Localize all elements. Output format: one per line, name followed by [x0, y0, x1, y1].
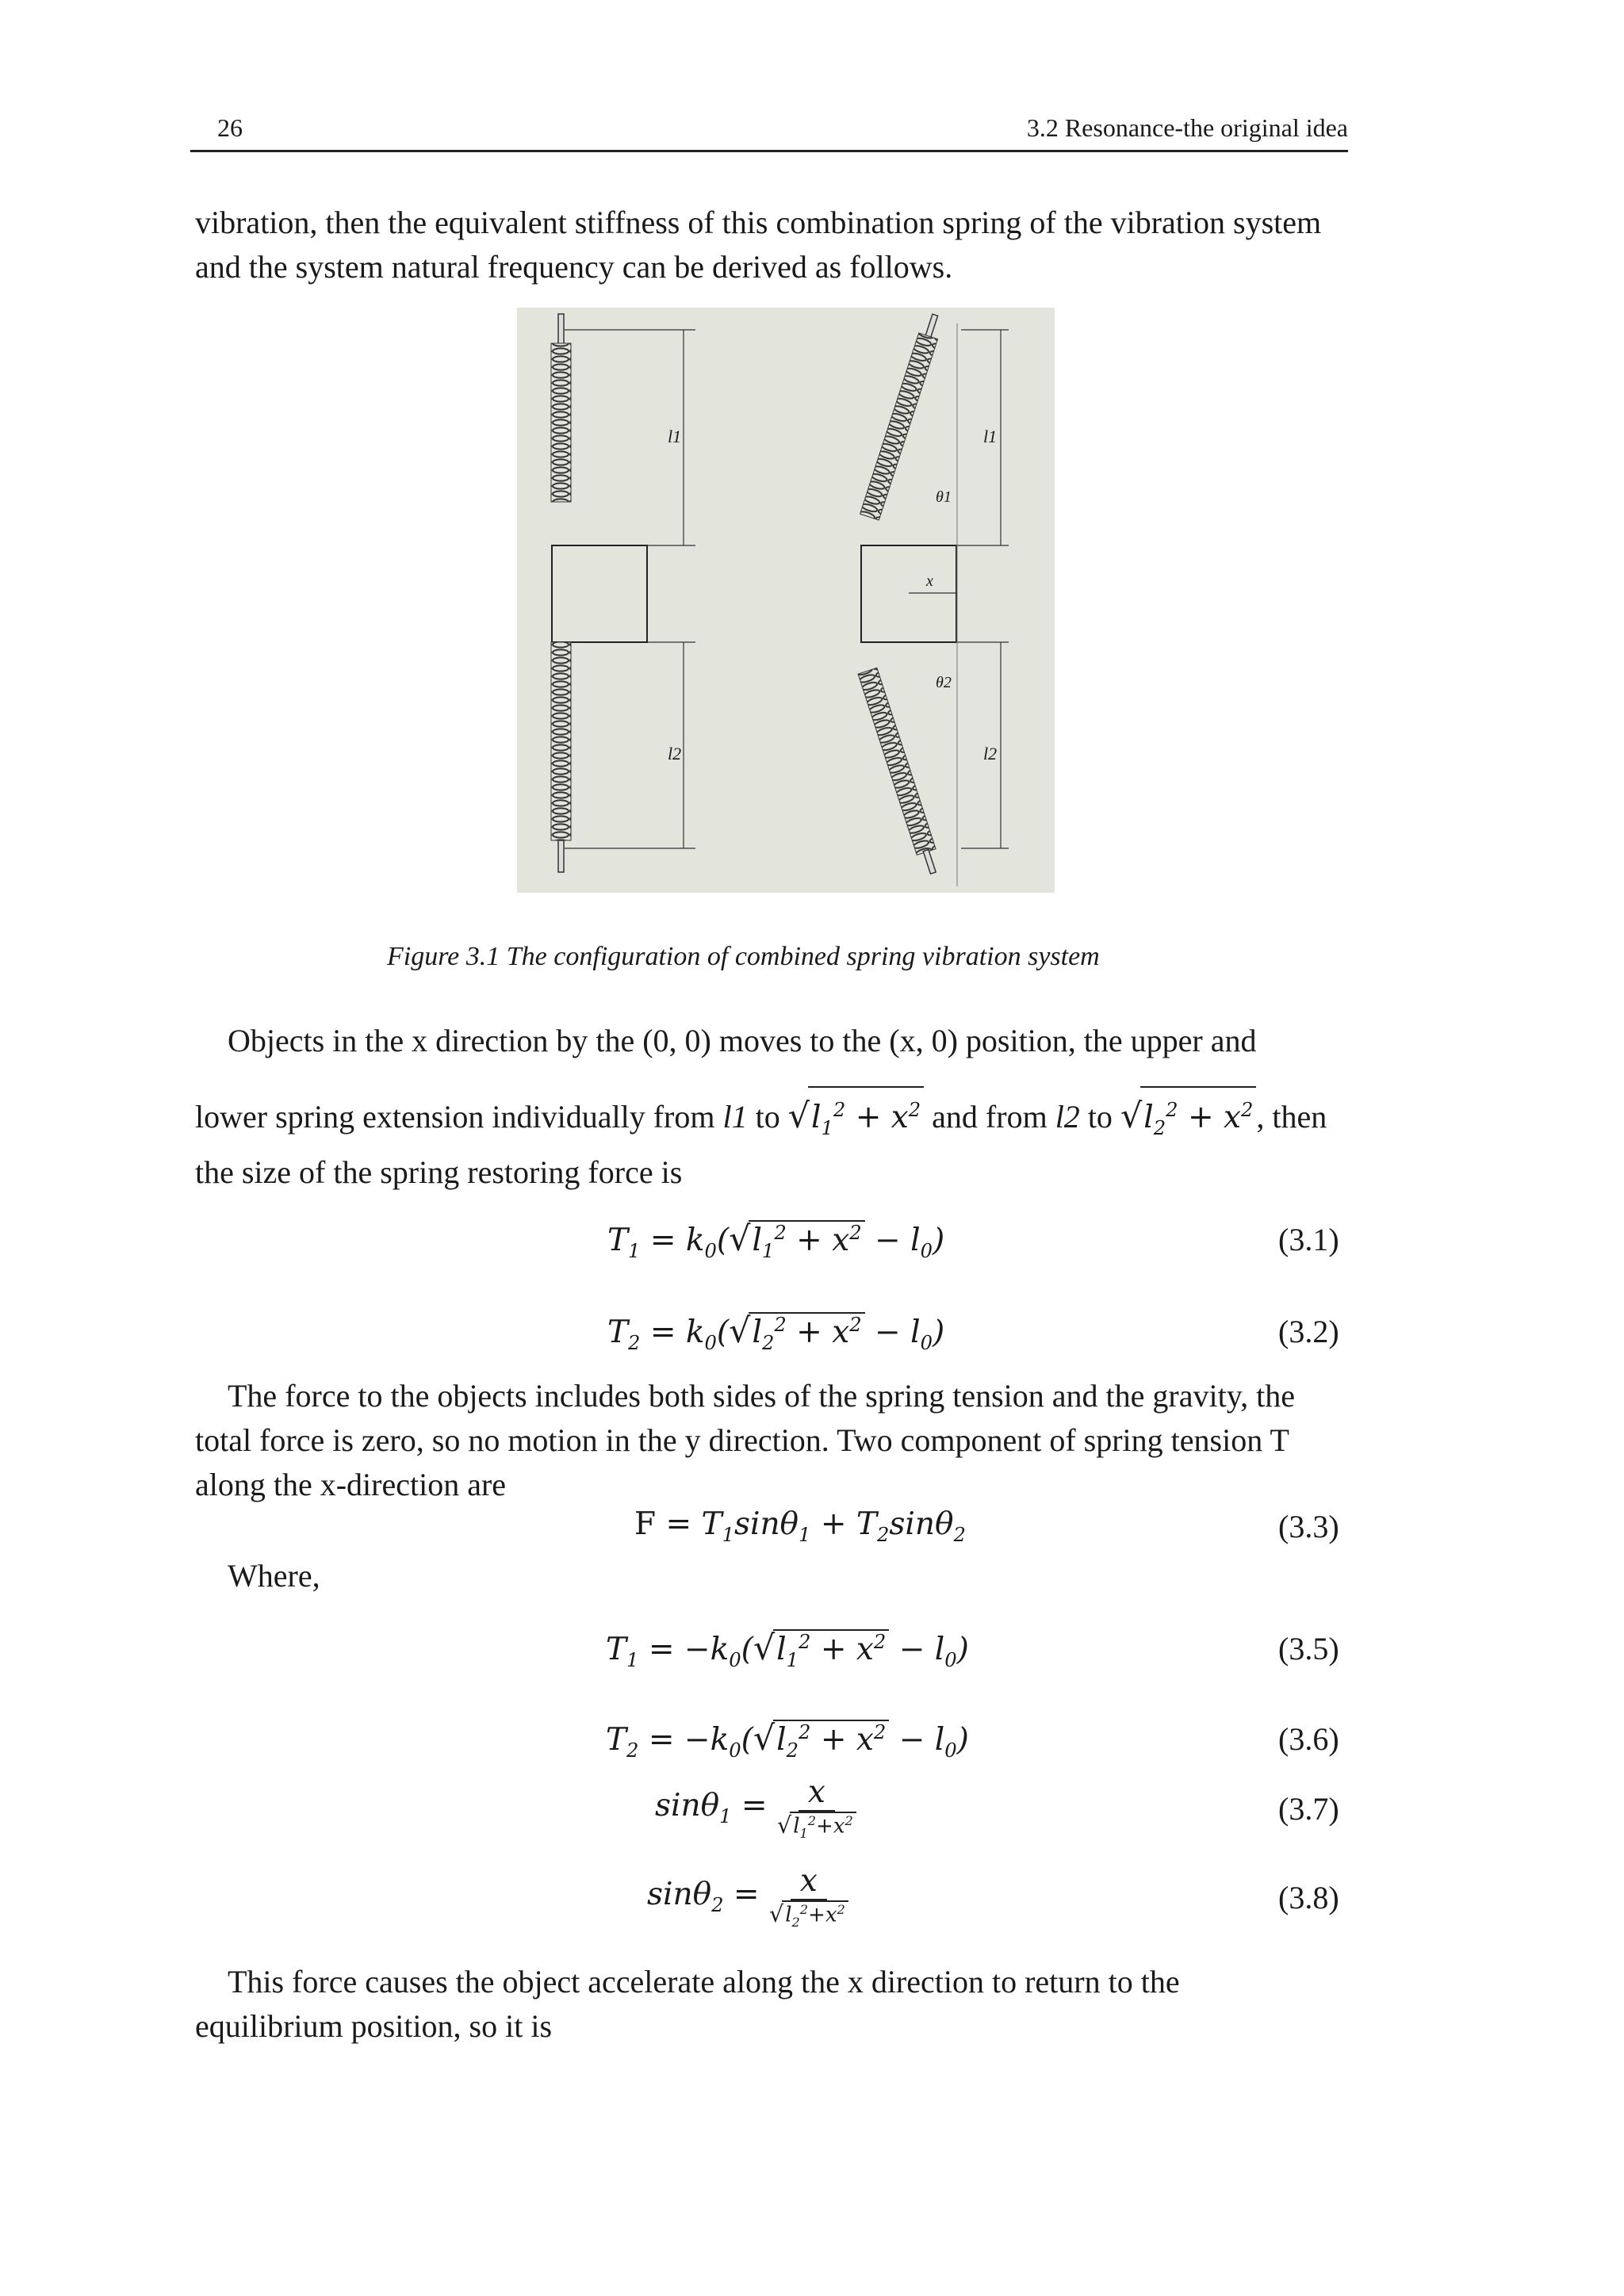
- sqrt-l1-x: $√l_1^2 + x^2$: [788, 1100, 924, 1135]
- equation-3-6: $T_2 = -k_0(√l_2^2 + x^2 - l_0)$: [606, 1719, 969, 1762]
- figure-caption: Figure 3.1 The configuration of combined spring vibration system: [387, 942, 1100, 971]
- label-l1-left: l1: [668, 427, 682, 446]
- para2-line-2: total force is zero, so no motion in the y direction. Two component of spring tension T: [195, 1422, 1289, 1458]
- para3-line-2: equilibrium position, so it is: [195, 2008, 553, 2044]
- spring-diagram: [517, 308, 1055, 893]
- sqrt-l2-x: $√l_2^2 + x^2$: [1120, 1100, 1256, 1135]
- eq-label-3-3: (3.3): [1278, 1509, 1339, 1544]
- label-theta1: θ1: [936, 488, 952, 506]
- page-header: [190, 113, 1348, 152]
- para2-line-3: along the x-direction are: [195, 1467, 507, 1502]
- label-l2-left: l2: [668, 744, 682, 763]
- equation-3-8: sinθ$_2$ = $\frac{x}{√l_2^2+x^2}$: [647, 1863, 848, 1930]
- eq-label-3-1: (3.1): [1278, 1222, 1339, 1257]
- para3-line-1: This force causes the object accelerate along the x direction to return to the: [228, 1964, 1180, 1999]
- eq-label-3-5: (3.5): [1278, 1631, 1339, 1667]
- equation-3-1: $T_1 = k_0(√l_1^2 + x^2 - l_0)$: [607, 1219, 945, 1262]
- equation-3-3: $F = T_1\sin\theta_1 + T_2\sin\theta_2$: [634, 1506, 966, 1546]
- intro-line-2: and the system natural frequency can be derived as follows.: [195, 249, 953, 285]
- label-l1-right: l1: [983, 427, 998, 446]
- eq-label-3-7: (3.7): [1278, 1791, 1339, 1827]
- page-number: 26: [217, 113, 243, 142]
- eq-label-3-8: (3.8): [1278, 1880, 1339, 1915]
- eq-label-3-2: (3.2): [1278, 1314, 1339, 1349]
- label-theta2: θ2: [936, 674, 952, 691]
- para1-line-3: the size of the spring restoring force is: [195, 1154, 683, 1190]
- where-text: Where,: [228, 1558, 320, 1594]
- equation-3-7: sinθ$_1$ = $\frac{x}{√l_1^2+x^2}$: [655, 1774, 856, 1841]
- right-spring-system: [858, 312, 1009, 886]
- para1-line-2: lower spring extension individually from l1 to $√l_1^2 + x^2$ and from l2 to $√l_2^2 + x^2$ , then: [195, 1086, 1327, 1150]
- label-l2-right: l2: [983, 744, 998, 763]
- left-spring-system: [551, 314, 695, 872]
- intro-line-1: vibration, then the equivalent stiffness of this combination spring of the vibration system: [195, 205, 1322, 240]
- eq-label-3-6: (3.6): [1278, 1721, 1339, 1757]
- para1-line-1: Objects in the x direction by the (0, 0) moves to the (x, 0) position, the upper and: [228, 1023, 1257, 1058]
- running-title: 3.2 Resonance-the original idea: [1026, 113, 1348, 142]
- spring-figure: [517, 308, 1055, 893]
- equation-3-2: $T_2 = k_0(√l_2^2 + x^2 - l_0)$: [607, 1311, 945, 1354]
- para2-line-1: The force to the objects includes both sides of the spring tension and the gravity, the: [228, 1378, 1295, 1414]
- equation-3-5: $T_1 = -k_0(√l_1^2 + x^2 - l_0)$: [606, 1628, 969, 1671]
- label-x: x: [926, 572, 933, 590]
